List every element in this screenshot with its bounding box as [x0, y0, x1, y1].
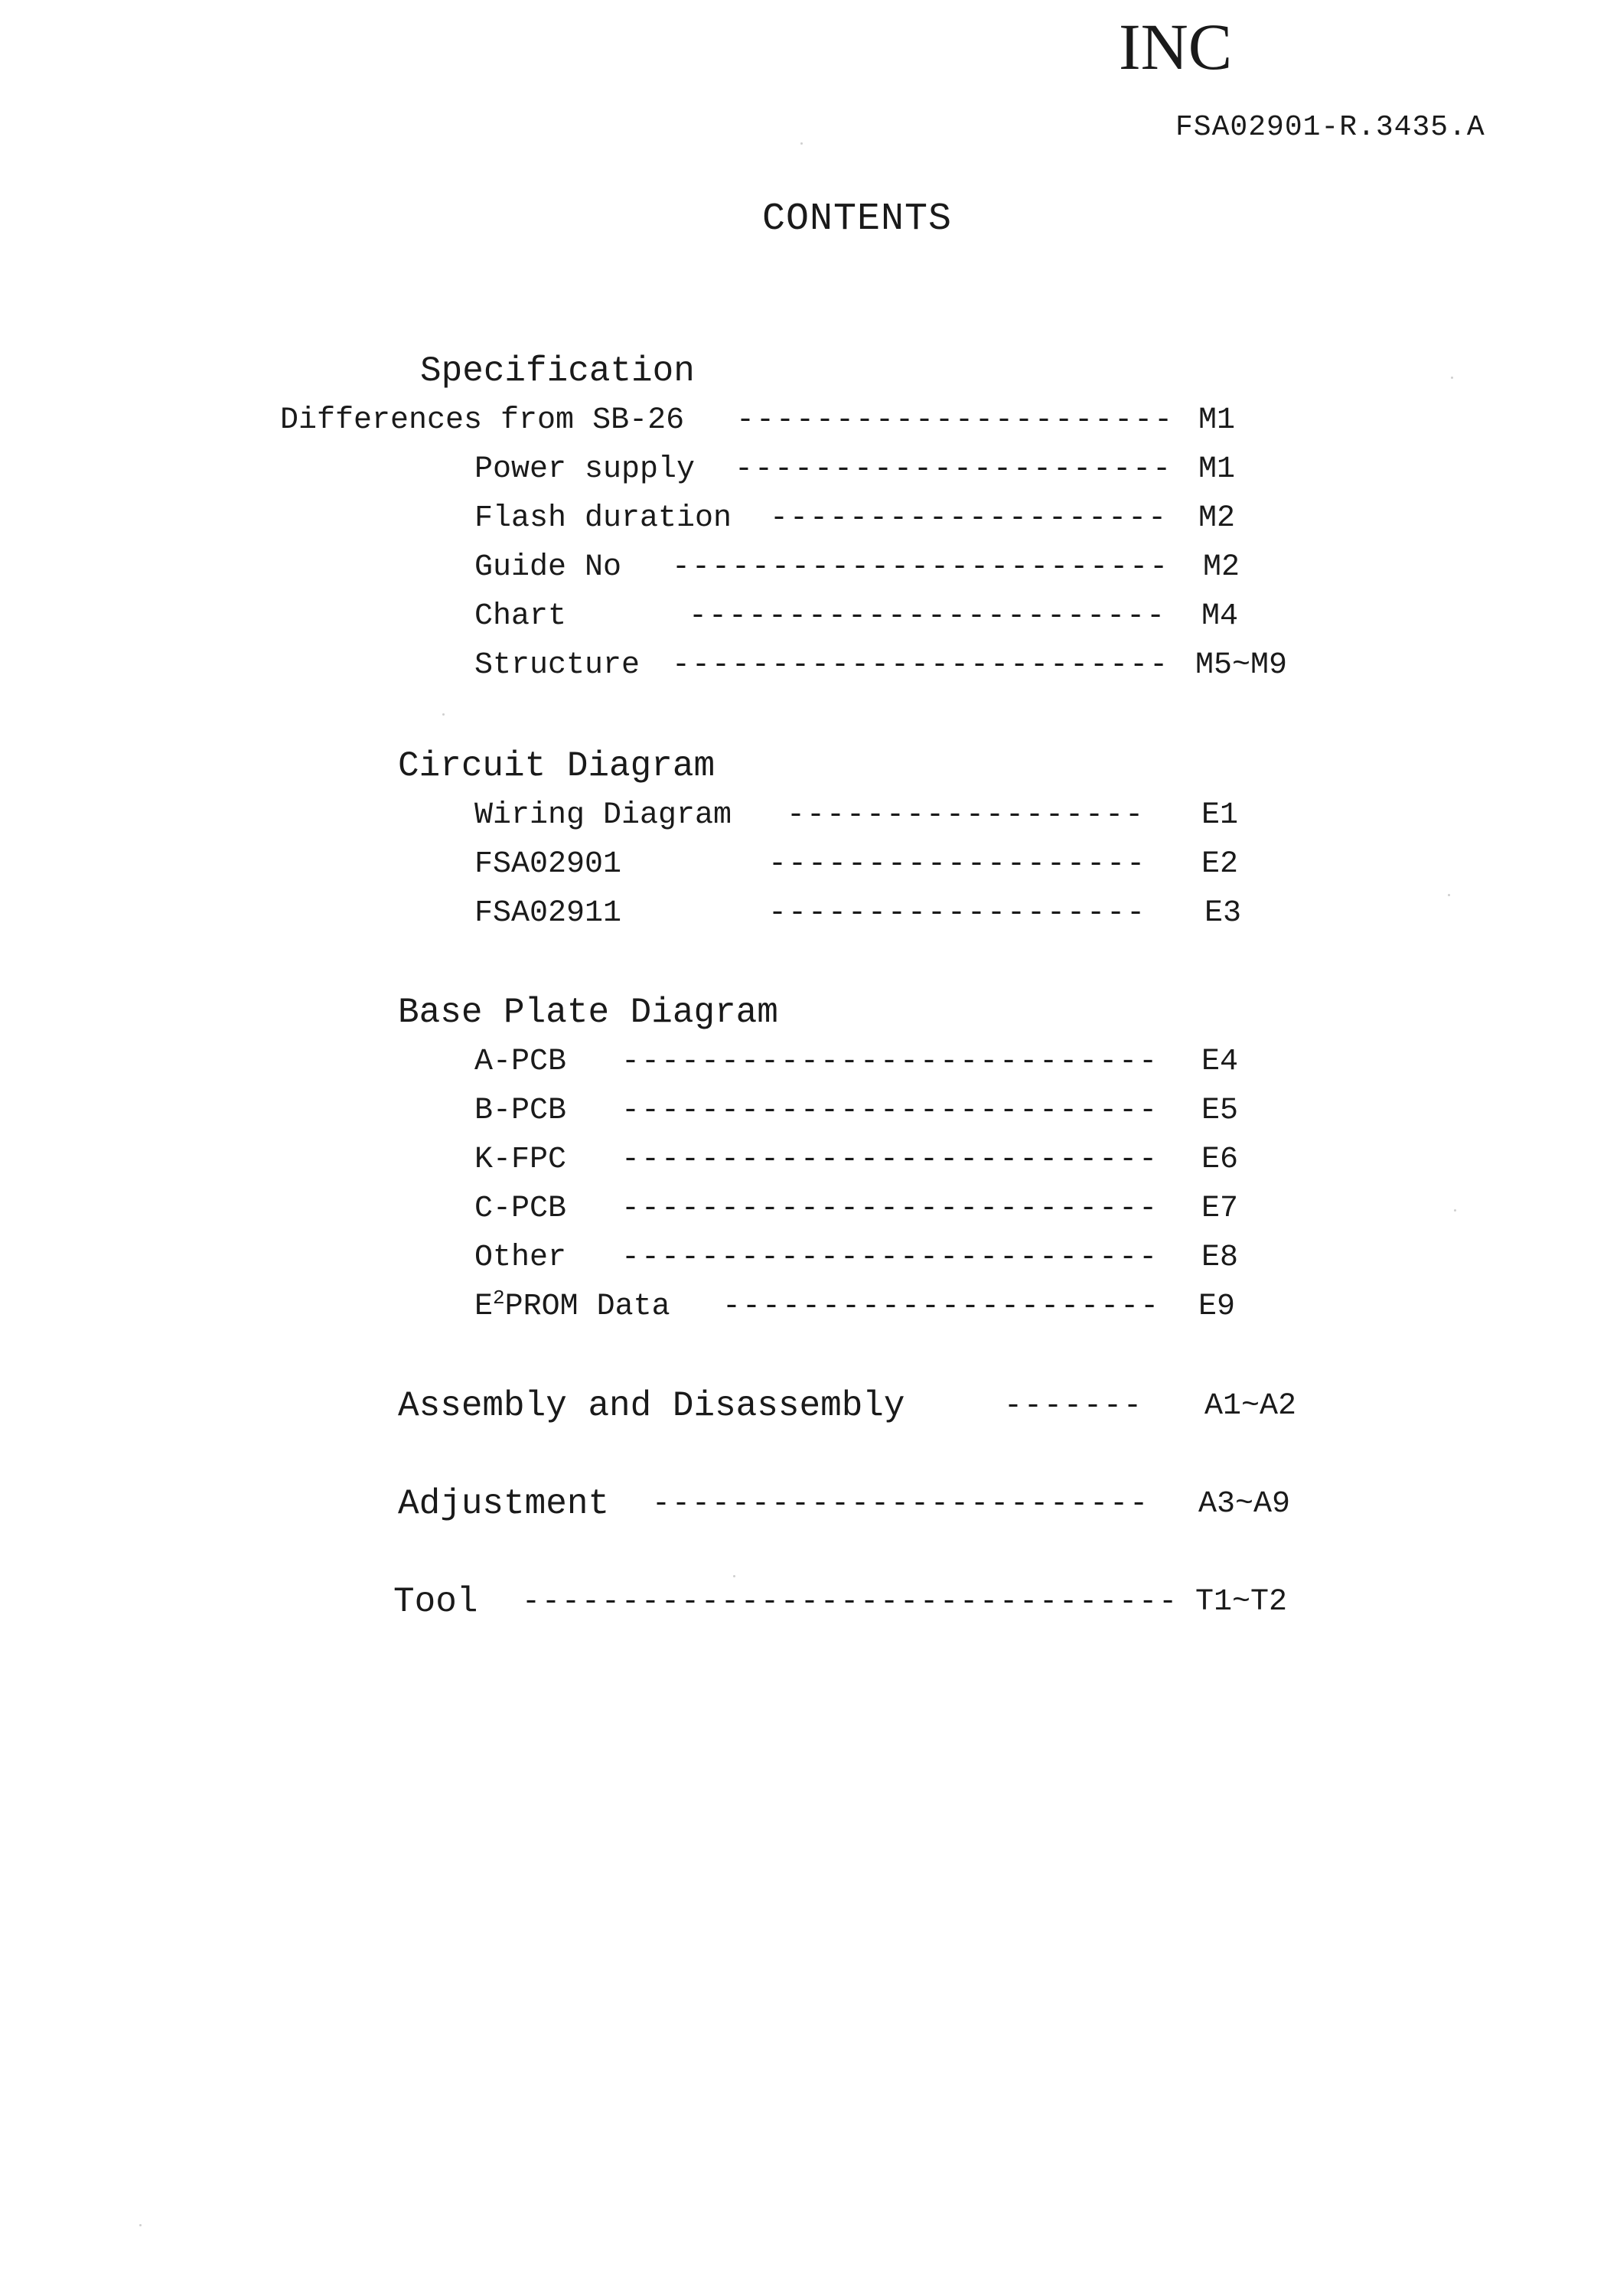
leader-dots: --------------------------- [621, 1045, 1159, 1079]
leader-dots: ------- [1004, 1389, 1144, 1424]
scan-speck [1448, 894, 1450, 896]
toc-entry-label: Guide No [474, 550, 622, 585]
section-heading-circuit: Circuit Diagram [398, 746, 715, 786]
document-number: FSA02901-R.3435.A [1175, 111, 1485, 144]
leader-dots: ------------------------- [652, 1487, 1150, 1521]
corner-mark: INC [1119, 10, 1233, 83]
toc-entry-page: M2 [1203, 550, 1240, 585]
toc-entry-label: B-PCB [474, 1094, 567, 1128]
leader-dots: -------------------- [770, 501, 1169, 536]
leader-dots: --------------------------- [621, 1241, 1159, 1275]
scan-speck [733, 1575, 735, 1577]
toc-entry-page: E4 [1201, 1045, 1239, 1079]
toc-entry-label: Wiring Diagram [474, 798, 732, 833]
toc-entry-page: A3~A9 [1198, 1487, 1291, 1521]
toc-entry-label: K-FPC [474, 1143, 567, 1177]
toc-entry-label: FSA02911 [474, 896, 622, 931]
toc-entry-page: T1~T2 [1195, 1585, 1288, 1619]
toc-entry-page: M1 [1198, 403, 1236, 438]
toc-entry-page: M4 [1201, 599, 1239, 634]
toc-entry-label: Power supply [474, 452, 696, 487]
section-heading-specification: Specification [420, 351, 695, 391]
label-rest: PROM Data [504, 1290, 670, 1324]
toc-entry-page: E7 [1201, 1192, 1239, 1226]
label-superscript: 2 [493, 1287, 505, 1309]
toc-entry-page: E5 [1201, 1094, 1239, 1128]
page-title: CONTENTS [762, 197, 953, 241]
toc-entry-label-e2prom [474, 1287, 670, 1324]
scan-speck [139, 2224, 142, 2226]
scan-speck [442, 713, 445, 716]
leader-dots: --------------------------- [621, 1192, 1159, 1226]
toc-entry-label: FSA02901 [474, 847, 622, 882]
toc-entry-page: E2 [1201, 847, 1239, 882]
label-base: E [474, 1290, 494, 1324]
leader-dots: ------------------------- [672, 648, 1170, 683]
toc-entry-page: E8 [1201, 1241, 1239, 1275]
section-heading-assembly: Assembly and Disassembly [398, 1386, 905, 1426]
leader-dots: ------------------------- [672, 550, 1170, 585]
section-heading-tool: Tool [393, 1582, 478, 1622]
toc-entry-label: Structure [474, 648, 641, 683]
toc-entry-page: M5~M9 [1195, 648, 1288, 683]
toc-entry-label: Differences from SB-26 [280, 403, 685, 438]
toc-entry-label: C-PCB [474, 1192, 567, 1226]
leader-dots: --------------------------------- [522, 1585, 1179, 1619]
toc-entry-page: E9 [1198, 1290, 1236, 1324]
leader-dots: --------------------------- [621, 1143, 1159, 1177]
scan-speck [800, 142, 803, 145]
section-heading-base-plate: Base Plate Diagram [398, 993, 778, 1032]
leader-dots: ---------------------- [722, 1290, 1161, 1324]
leader-dots: ------------------ [787, 798, 1146, 833]
toc-entry-label: Chart [474, 599, 567, 634]
toc-entry-page: E3 [1204, 896, 1242, 931]
section-heading-adjustment: Adjustment [398, 1484, 610, 1524]
toc-entry-page: M2 [1198, 501, 1236, 536]
leader-dots: ---------------------- [736, 403, 1175, 438]
leader-dots: ------------------- [768, 847, 1147, 882]
toc-entry-label: Flash duration [474, 501, 732, 536]
scan-speck [1451, 377, 1453, 379]
toc-entry-page: A1~A2 [1204, 1389, 1297, 1424]
leader-dots: ------------------------ [689, 599, 1167, 634]
scan-speck [1454, 1209, 1456, 1212]
leader-dots: ------------------- [768, 896, 1147, 931]
leader-dots: ---------------------- [735, 452, 1173, 487]
toc-entry-page: E6 [1201, 1143, 1239, 1177]
toc-entry-page: M1 [1198, 452, 1236, 487]
toc-entry-page: E1 [1201, 798, 1239, 833]
toc-entry-label: Other [474, 1241, 567, 1275]
toc-entry-label: A-PCB [474, 1045, 567, 1079]
leader-dots: --------------------------- [621, 1094, 1159, 1128]
